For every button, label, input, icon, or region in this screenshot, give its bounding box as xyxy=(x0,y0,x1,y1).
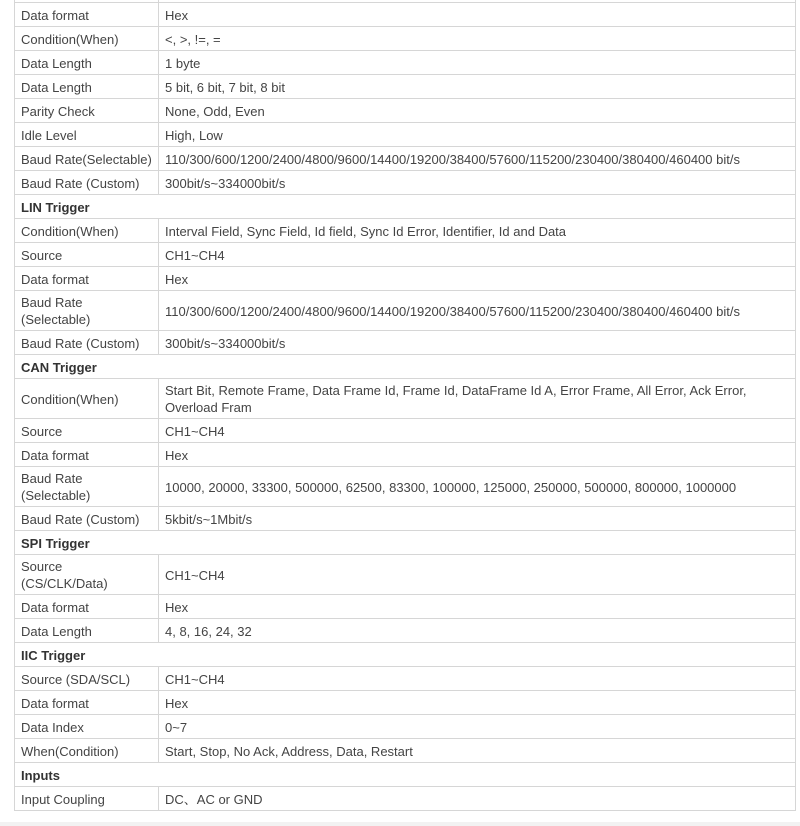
row-label: Input Coupling xyxy=(15,787,159,811)
row-label: Data format xyxy=(15,443,159,467)
table-row xyxy=(15,3,796,27)
section-title: LIN Trigger xyxy=(15,195,796,219)
row-label: Baud Rate (Custom) xyxy=(15,171,159,195)
row-label: When(Condition) xyxy=(15,739,159,763)
table-row xyxy=(15,267,796,291)
table-row xyxy=(15,171,796,195)
row-label: Baud Rate (Selectable) xyxy=(15,467,159,507)
row-label: Baud Rate (Selectable) xyxy=(15,291,159,331)
table-row xyxy=(15,379,796,419)
table-row xyxy=(15,443,796,467)
row-label: Condition(When) xyxy=(15,379,159,419)
table-row xyxy=(15,99,796,123)
row-label: Parity Check xyxy=(15,99,159,123)
row-value: CH1~CH4 xyxy=(159,419,796,443)
row-value: 300bit/s~334000bit/s xyxy=(159,331,796,355)
row-value: <, >, !=, = xyxy=(159,27,796,51)
section-header xyxy=(15,355,796,379)
row-value: 300bit/s~334000bit/s xyxy=(159,171,796,195)
row-value: Hex xyxy=(159,443,796,467)
row-value: Interval Field, Sync Field, Id field, Sync Id Error, Identifier, Id and Data xyxy=(159,219,796,243)
table-row xyxy=(15,219,796,243)
section-header xyxy=(15,763,796,787)
row-value: Start, Stop, No Ack, Address, Data, Restart xyxy=(159,739,796,763)
table-row xyxy=(15,619,796,643)
row-label: Idle Level xyxy=(15,123,159,147)
row-label: Data format xyxy=(15,691,159,715)
row-label: Data format xyxy=(15,595,159,619)
table-row xyxy=(15,555,796,595)
row-label: Condition(When) xyxy=(15,27,159,51)
table-row xyxy=(15,507,796,531)
table-row xyxy=(15,739,796,763)
row-label: Source xyxy=(15,419,159,443)
row-label: Baud Rate (Custom) xyxy=(15,507,159,531)
section-title: IIC Trigger xyxy=(15,643,796,667)
table-row xyxy=(15,419,796,443)
row-value: 4, 8, 16, 24, 32 xyxy=(159,619,796,643)
row-label: Source (CS/CLK/Data) xyxy=(15,555,159,595)
row-value: 10000, 20000, 33300, 500000, 62500, 83300, 100000, 125000, 250000, 500000, 800000, 1000000 xyxy=(159,467,796,507)
section-title: SPI Trigger xyxy=(15,531,796,555)
row-value: 1 byte xyxy=(159,51,796,75)
section-title: CAN Trigger xyxy=(15,355,796,379)
table-row xyxy=(15,27,796,51)
row-value: None, Odd, Even xyxy=(159,99,796,123)
row-value: CH1~CH4 xyxy=(159,243,796,267)
table-row xyxy=(15,291,796,331)
section-header xyxy=(15,195,796,219)
row-label: Source xyxy=(15,243,159,267)
table-row xyxy=(15,243,796,267)
row-label: Baud Rate (Custom) xyxy=(15,331,159,355)
table-row xyxy=(15,691,796,715)
table-row xyxy=(15,467,796,507)
table-row xyxy=(15,51,796,75)
row-value: 5kbit/s~1Mbit/s xyxy=(159,507,796,531)
table-row xyxy=(15,123,796,147)
spec-table-body xyxy=(15,0,796,811)
row-label: Condition(When) xyxy=(15,219,159,243)
row-value: 0~7 xyxy=(159,715,796,739)
row-label: Data format xyxy=(15,267,159,291)
row-value: Hex xyxy=(159,595,796,619)
row-value: Hex xyxy=(159,267,796,291)
row-label: Data Length xyxy=(15,51,159,75)
row-value: Hex xyxy=(159,691,796,715)
bottom-fade xyxy=(0,822,800,826)
table-row xyxy=(15,75,796,99)
row-label: Baud Rate(Selectable) xyxy=(15,147,159,171)
row-value: 110/300/600/1200/2400/4800/9600/14400/19200/38400/57600/115200/230400/380400/460400 bit/s xyxy=(159,147,796,171)
row-label: Source (SDA/SCL) xyxy=(15,667,159,691)
table-row xyxy=(15,787,796,811)
section-header xyxy=(15,531,796,555)
table-row xyxy=(15,667,796,691)
row-label: Data format xyxy=(15,3,159,27)
row-label: Data Length xyxy=(15,619,159,643)
row-value: High, Low xyxy=(159,123,796,147)
table-row xyxy=(15,715,796,739)
row-label: Data Index xyxy=(15,715,159,739)
section-title: Inputs xyxy=(15,763,796,787)
table-row xyxy=(15,595,796,619)
row-value: Start Bit, Remote Frame, Data Frame Id, Frame Id, DataFrame Id A, Error Frame, All Error, Ack Error, Overload Fram xyxy=(159,379,796,419)
row-value: DC、AC or GND xyxy=(159,787,796,811)
table-row xyxy=(15,147,796,171)
row-label: Data Length xyxy=(15,75,159,99)
row-value: 5 bit, 6 bit, 7 bit, 8 bit xyxy=(159,75,796,99)
row-value: CH1~CH4 xyxy=(159,555,796,595)
spec-table xyxy=(14,0,796,811)
table-row xyxy=(15,331,796,355)
row-value: Hex xyxy=(159,3,796,27)
section-header xyxy=(15,643,796,667)
row-value: CH1~CH4 xyxy=(159,667,796,691)
row-value: 110/300/600/1200/2400/4800/9600/14400/19200/38400/57600/115200/230400/380400/460400 bit/s xyxy=(159,291,796,331)
